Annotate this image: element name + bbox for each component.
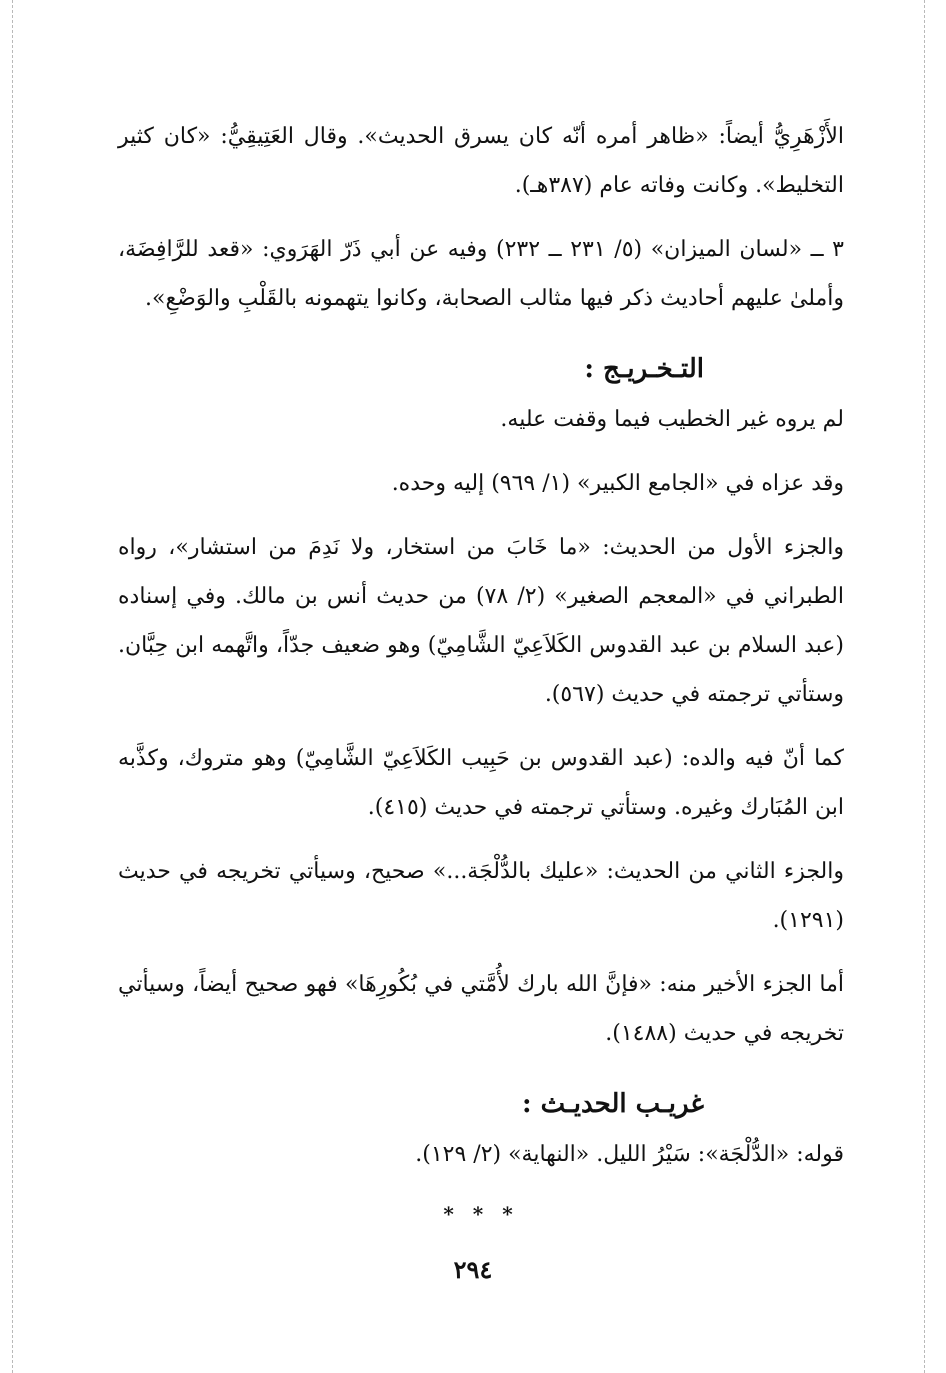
heading-takhrij: التـخـريـج :: [584, 354, 704, 384]
paragraph-takhrij-5: والجزء الثاني من الحديث: «عليك بالدُّلْجَة...» صحيح، وسيأتي تخريجه في حديث (١٢٩١).: [118, 859, 844, 933]
paragraph-gharib-1: قوله: «الدُّلْجَة»: سَيْرُ الليل. «النهاية» (٢/ ١٢٩).: [415, 1142, 844, 1167]
page-number: ٢٩٤: [453, 1255, 493, 1284]
book-page-text: [118, 112, 844, 1234]
paragraph-takhrij-2: وقد عزاه في «الجامع الكبير» (١/ ٩٦٩) إليه وحده.: [391, 471, 844, 496]
section-separator: * * *: [443, 1202, 519, 1226]
paragraph-takhrij-3: والجزء الأول من الحديث: «ما خَابَ من استخار، ولا نَدِمَ من استشار»، رواه الطبراني في «المعجم الصغير» (٢/ ٧٨) من حديث أنس بن مالك. وفي إسناده (عبد السلام بن عبد القدوس الكَلاَعِيّ الشَّامِيّ) وهو ضعيف جدّاً، واتَّهمه ابن حِبَّان. وستأتي ترجمته في حديث (٥٦٧).: [118, 535, 844, 707]
paragraph-lisan-al-mizan: ٣ ــ «لسان الميزان» (٥/ ٢٣١ ــ ٢٣٢) وفيه عن أبي ذَرّ الهَرَوي: «قعد للرَّافِضَة، وأملىٰ عليهم أحاديث ذكر فيها مثالب الصحابة، وكانوا يتهمونه بالقَلْبِ والوَضْعِ».: [118, 237, 844, 311]
paragraph-azhari-quote: الأَزْهَرِيُّ أيضاً: «ظاهر أمره أنّه كان يسرق الحديث». وقال العَتِيقِيُّ: «كان كثير التخليط». وكانت وفاته عام (٣٨٧هـ).: [118, 124, 844, 198]
paragraph-takhrij-4: كما أنّ فيه والده: (عبد القدوس بن حَبِيب الكَلاَعِيّ الشَّامِيّ) وهو متروك، وكذَّبه ابن المُبَارك وغيره. وستأتي ترجمته في حديث (٤١٥).: [118, 746, 844, 820]
right-margin-guide: [924, 0, 925, 1373]
heading-gharib-al-hadith: غريـب الحديـث :: [522, 1089, 704, 1119]
paragraph-takhrij-6: أما الجزء الأخير منه: «فإنَّ الله بارك لأُمَّتي في بُكُورِهَا» فهو صحيح أيضاً، وسيأتي تخريجه في حديث (١٤٨٨).: [118, 972, 844, 1046]
left-margin-guide: [12, 0, 13, 1373]
paragraph-takhrij-1: لم يروه غير الخطيب فيما وقفت عليه.: [500, 407, 844, 432]
